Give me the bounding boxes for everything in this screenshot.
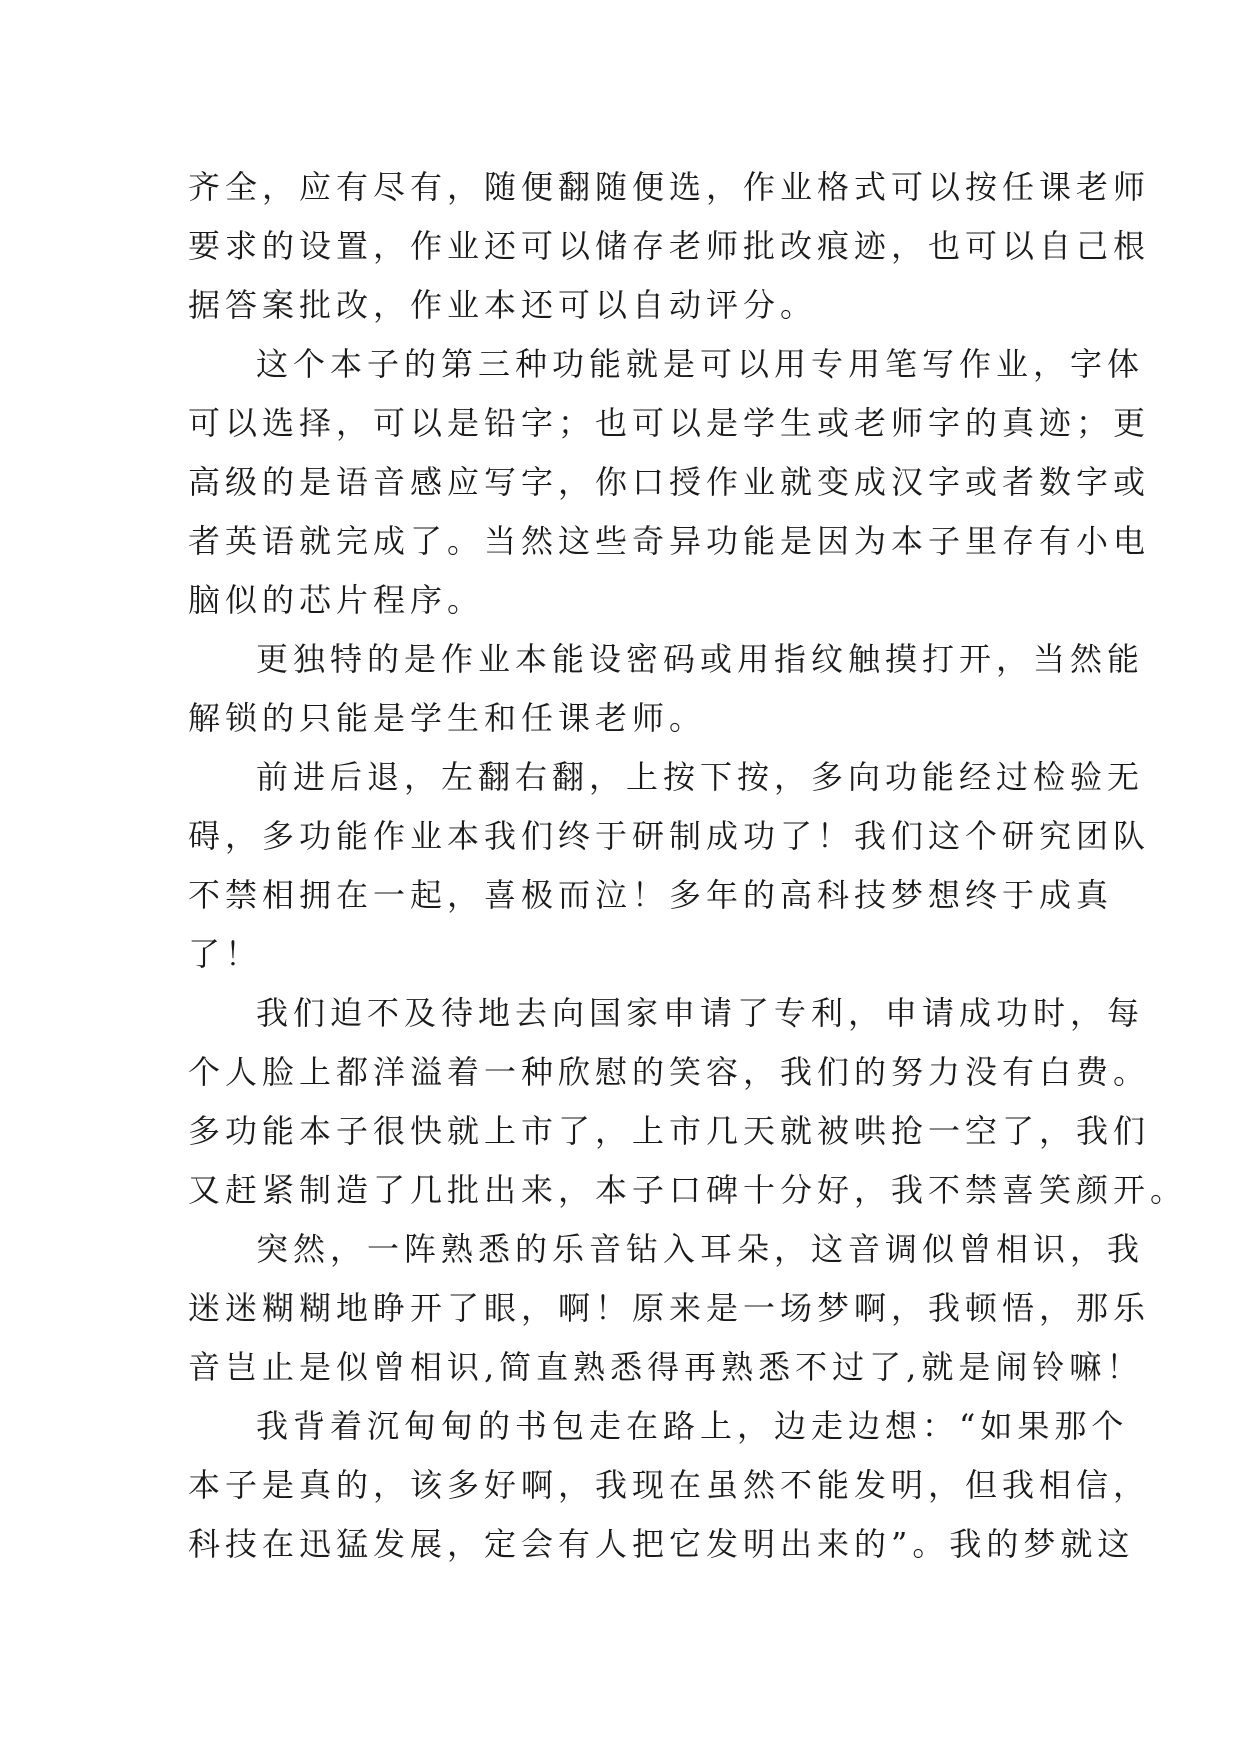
- text-line: 据答案批改，作业本还可以自动评分。: [188, 286, 818, 324]
- text-line: 要求的设置，作业还可以储存老师批改痕迹，也可以自己根: [188, 227, 1151, 265]
- text-line: 齐全，应有尽有，随便翻随便选，作业格式可以按任课老师: [188, 168, 1151, 206]
- text-line: 本子是真的，该多好啊，我现在虽然不能发明，但我相信，: [188, 1466, 1151, 1504]
- text-line: 迷迷糊糊地睁开了眼，啊！原来是一场梦啊，我顿悟，那乐: [188, 1289, 1151, 1327]
- text-line: 了！: [188, 935, 263, 973]
- text-line: 碍，多功能作业本我们终于研制成功了！我们这个研究团队: [188, 817, 1151, 855]
- paragraph-first-line: 前进后退，左翻右翻，上按下按，多向功能经过检验无: [256, 758, 1145, 796]
- text-line: 多功能本子很快就上市了，上市几天就被哄抢一空了，我们: [188, 1112, 1151, 1150]
- paragraph-first-line: 我们迫不及待地去向国家申请了专利，申请成功时，每: [256, 994, 1145, 1032]
- text-line: 可以选择，可以是铅字；也可以是学生或老师字的真迹；更: [188, 404, 1151, 442]
- paragraph-first-line: 突然，一阵熟悉的乐音钻入耳朵，这音调似曾相识，我: [256, 1230, 1145, 1268]
- text-line: 音岂止是似曾相识,简直熟悉得再熟悉不过了,就是闹铃嘛！: [188, 1348, 1144, 1386]
- text-line: 个人脸上都洋溢着一种欣慰的笑容，我们的努力没有白费。: [188, 1053, 1151, 1091]
- text-line: 科技在迅猛发展，定会有人把它发明出来的”。我的梦就这: [188, 1525, 1135, 1563]
- text-line: 高级的是语音感应写字，你口授作业就变成汉字或者数字或: [188, 463, 1151, 501]
- paragraph-first-line: 更独特的是作业本能设密码或用指纹触摸打开，当然能: [256, 640, 1145, 678]
- paragraph-first-line: 我背着沉甸甸的书包走在路上，边走边想：“如果那个: [256, 1407, 1129, 1445]
- essay-body: [188, 158, 1188, 1574]
- paragraph-first-line: 这个本子的第三种功能就是可以用专用笔写作业，字体: [256, 345, 1145, 383]
- text-line: 不禁相拥在一起，喜极而泣！多年的高科技梦想终于成真: [188, 876, 1114, 914]
- text-line: 脑似的芯片程序。: [188, 581, 485, 619]
- text-line: 解锁的只能是学生和任课老师。: [188, 699, 707, 737]
- text-line: 又赶紧制造了几批出来，本子口碑十分好，我不禁喜笑颜开。: [188, 1171, 1188, 1209]
- text-line: 者英语就完成了。当然这些奇异功能是因为本子里存有小电: [188, 522, 1151, 560]
